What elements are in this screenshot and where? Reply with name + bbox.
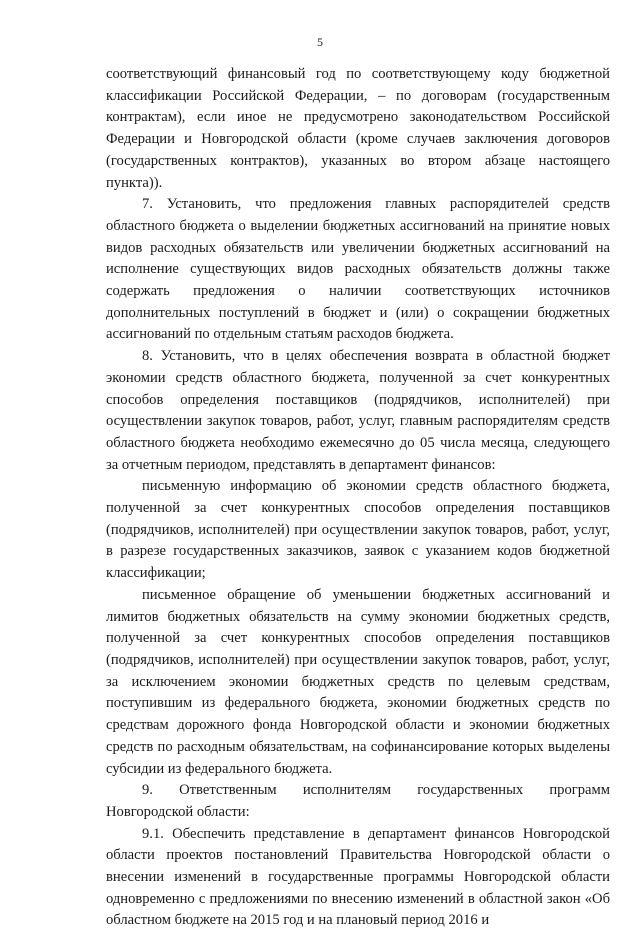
- paragraph-item-8-info: письменную информацию об экономии средств областного бюджета, полученной за счет конкурентных способов определения поставщиков (подрядчиков, исполнителей) при осуществлении закупок товаров, работ, услуг, в разрезе государственных заказчиков, заявок с указанием кодов бюджетной классификации;: [106, 478, 610, 582]
- paragraph-item-9-1: 9.1. Обеспечить представление в департамент финансов Новгородской области проектов постановлений Правительства Новгородской области о внесении изменений в государственные программы Новгородской области одновременно с предложениями по внесению изменений в областной закон «Об областном бюджете на 2015 год и на плановый период 2016 и: [106, 825, 610, 929]
- page-number: 5: [317, 35, 323, 49]
- paragraph-item-8-request: письменное обращение об уменьшении бюджетных ассигнований и лимитов бюджетных обязательств на сумму экономии бюджетных средств, полученной за счет конкурентных способов определения поставщиков (подрядчиков, исполнителей) при осуществлении закупок товаров, работ, услуг, за исключением экономии бюджетных средств по целевым средствам, поступившим из федерального бюджета, экономии бюджетных средств по средствам дорожного фонда Новгородской области и экономии бюджетных средств по расходным обязательствам, на софинансирование которых выделены субсидии из федерального бюджета.: [106, 586, 610, 777]
- paragraph-item-8: 8. Установить, что в целях обеспечения возврата в областной бюджет экономии средств областного бюджета, полученной за счет конкурентных способов определения поставщиков (подрядчиков, исполнителей) при осуществлении закупок товаров, работ, услуг, главным распорядителям средств областного бюджета необходимо ежемесячно до 05 числа месяца, следующего за отчетным периодом, представлять в департамент финансов:: [106, 348, 610, 473]
- paragraph-item-7: 7. Установить, что предложения главных распорядителей средств областного бюджета о выделении бюджетных ассигнований на принятие новых видов расходных обязательств или увеличении бюджетных ассигнований на исполнение существующих видов расходных обязательств должны также содержать предложения о наличии соответствующих источников дополнительных поступлений в бюджет и (или) о сокращении бюджетных ассигнований по отдельным статьям расходов бюджета.: [106, 196, 610, 343]
- paragraph-continuation: соответствующий финансовый год по соответствующему коду бюджетной классификации Российской Федерации, – по договорам (государственным контрактам), если иное не предусмотрено законодательством Российской Федерации и Новгородской области (кроме случаев заключения договоров (государственных контрактов), указанных во втором абзаце настоящего пункта)).: [106, 66, 610, 191]
- paragraph-item-9: 9. Ответственным исполнителям государственных программ Новгородской области:: [106, 782, 610, 820]
- document-body: [106, 64, 610, 932]
